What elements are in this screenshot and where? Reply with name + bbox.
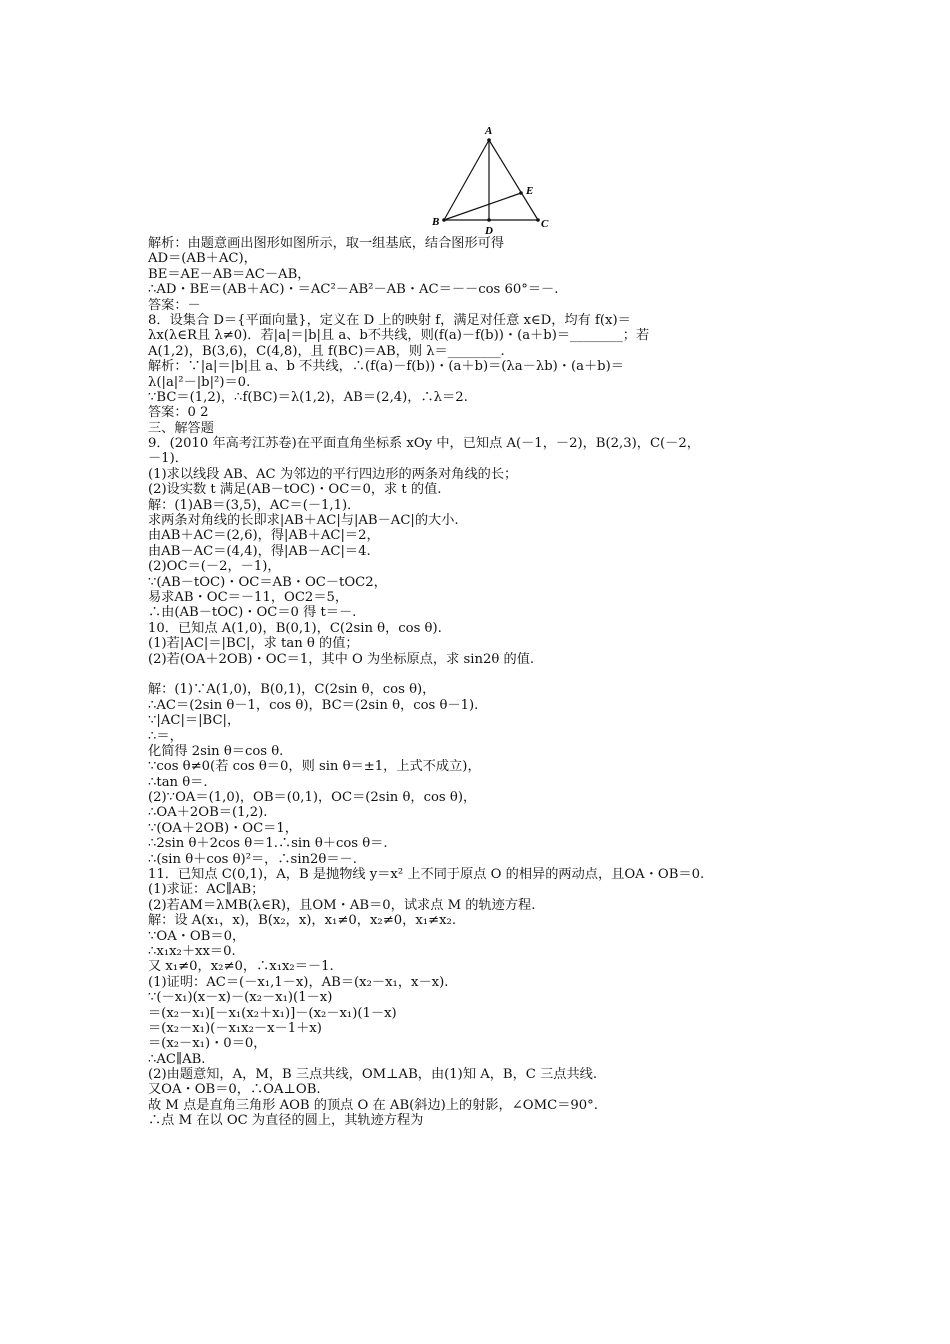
text-line: ∴AD・BE＝(AB＋AC)・＝AC²－AB²－AB・AC＝－－cos 60°＝－. bbox=[148, 282, 559, 298]
text-line: 解：(1)∵A(1,0)，B(0,1)，C(2sin θ，cos θ)， bbox=[148, 682, 436, 698]
label-b: B bbox=[432, 216, 440, 228]
text-line: 解析：∵|a|＝|b|且 a、b 不共线，∴(f(a)－f(b))・(a＋b)＝(λa－λb)・(a＋b)＝ bbox=[148, 359, 624, 375]
text-line: ∵BC＝(1,2)，∴f(BC)＝λ(1,2)，AB＝(2,4)，∴λ＝2. bbox=[148, 389, 468, 405]
text-line: (2)若(OA＋2OB)・OC＝1，其中 O 为坐标原点，求 sin2θ 的值. bbox=[148, 651, 535, 667]
text-line: ∴AC＝(2sin θ－1，cos θ)，BC＝(2sin θ，cos θ－1). bbox=[148, 697, 479, 713]
text-line: ∴x₁x₂＋xx＝0. bbox=[148, 943, 236, 959]
triangle-figure bbox=[424, 122, 560, 238]
text-line: ∴(sin θ＋cos θ)²＝，∴sin2θ＝－. bbox=[148, 851, 357, 867]
text-line: 三、解答题 bbox=[148, 420, 214, 436]
text-line: 10．已知点 A(1,0)，B(0,1)，C(2sin θ，cos θ). bbox=[148, 620, 442, 636]
text-line: ∴AC∥AB. bbox=[148, 1051, 206, 1067]
text-line: (2)∵OA＝(1,0)，OB＝(0,1)，OC＝(2sin θ，cos θ)， bbox=[148, 790, 477, 806]
text-line: ∵(AB－tOC)・OC＝AB・OC－tOC2， bbox=[148, 574, 387, 590]
text-line: ∵cos θ≠0(若 cos θ＝0，则 sin θ＝±1，上式不成立)， bbox=[148, 759, 481, 775]
text-line bbox=[148, 1129, 808, 1144]
text-line: 又 x₁≠0，x₂≠0，∴x₁x₂＝－1. bbox=[148, 959, 334, 975]
text-line: ∴OA＋2OB＝(1,2). bbox=[148, 805, 268, 821]
text-line: 故 M 点是直角三角形 AOB 的顶点 O 在 AB(斜边)上的射影，∠OMC＝90°. bbox=[148, 1097, 598, 1113]
label-e: E bbox=[526, 185, 534, 197]
text-line: ∴由(AB－tOC)・OC＝0 得 t＝－. bbox=[148, 605, 357, 621]
text-line: 答案：－ bbox=[148, 297, 201, 313]
text-line: 答案：0 2 bbox=[148, 405, 209, 421]
text-line: －1)． bbox=[148, 451, 188, 467]
solution-text bbox=[148, 236, 808, 1159]
text-line: ＝(x₂－x₁)(－x₁x₂－x－1＋x) bbox=[148, 1020, 322, 1036]
text-line: BE＝AE－AB＝AC－AB， bbox=[148, 266, 311, 282]
text-line: ∴点 M 在以 OC 为直径的圆上，其轨迹方程为 bbox=[148, 1113, 424, 1129]
text-line: ∵(－x₁)(x－x)－(x₂－x₁)(1－x) bbox=[148, 990, 333, 1006]
triangle-diagram bbox=[424, 122, 560, 238]
text-line: ∴tan θ＝. bbox=[148, 774, 208, 790]
text-line: 解析：由题意画出图形如图所示，取一组基底，结合图形可得 bbox=[148, 236, 505, 251]
text-line: 求两条对角线的长即求|AB＋AC|与|AB－AC|的大小. bbox=[148, 513, 459, 529]
text-line: 化简得 2sin θ＝cos θ. bbox=[148, 743, 284, 759]
text-line: (2)由题意知，A，M，B 三点共线，OM⊥AB，由(1)知 A，B，C 三点共线. bbox=[148, 1067, 598, 1083]
point-d bbox=[487, 218, 491, 222]
point-c bbox=[536, 218, 540, 222]
text-line: 解：设 A(x₁，x)，B(x₂，x)，x₁≠0，x₂≠0，x₁≠x₂. bbox=[148, 913, 457, 929]
text-line: λx(λ∈R且 λ≠0)．若|a|＝|b|且 a、b不共线，则(f(a)－f(b))・(a＋b)＝________；若 bbox=[148, 328, 650, 344]
text-line: ∵(OA＋2OB)・OC＝1， bbox=[148, 820, 298, 836]
segment-be bbox=[444, 193, 521, 220]
label-c: C bbox=[541, 218, 549, 230]
text-line: (1)求以线段 AB、AC 为邻边的平行四边形的两条对角线的长； bbox=[148, 466, 518, 482]
text-line: (1)证明：AC＝(－x₁,1－x)，AB＝(x₂－x₁，x－x). bbox=[148, 974, 449, 990]
text-line: 9．(2010 年高考江苏卷)在平面直角坐标系 xOy 中，已知点 A(－1，－2)，B(2,3)，C(－2， bbox=[148, 436, 700, 452]
text-line bbox=[148, 1144, 808, 1159]
label-a: A bbox=[485, 125, 493, 137]
text-line: ∵OA・OB＝0， bbox=[148, 928, 246, 944]
text-line: 11．已知点 C(0,1)，A，B 是抛物线 y＝x² 上不同于原点 O 的相异的两动点，且OA・OB＝0. bbox=[148, 867, 705, 883]
side-ac bbox=[489, 140, 538, 220]
point-a bbox=[487, 138, 491, 142]
text-line: (1)求证：AC∥AB； bbox=[148, 882, 265, 898]
text-line bbox=[148, 667, 808, 682]
text-line: A(1,2)，B(3,6)，C(4,8)，且 f(BC)＝AB，则 λ＝________. bbox=[148, 343, 505, 359]
text-line: (1)若|AC|＝|BC|，求 tan θ 的值； bbox=[148, 636, 359, 652]
text-line: 由AB＋AC＝(2,6)，得|AB＋AC|＝2， bbox=[148, 528, 380, 544]
point-e bbox=[519, 191, 523, 195]
text-line: 解：(1)AB＝(3,5)，AC＝(－1,1)． bbox=[148, 497, 361, 513]
text-line: ＝(x₂－x₁)・0＝0， bbox=[148, 1036, 267, 1052]
side-ab bbox=[444, 140, 489, 220]
text-line: AD＝(AB＋AC)， bbox=[148, 251, 257, 267]
text-line: (2)若AM＝λMB(λ∈R)，且OM・AB＝0，试求点 M 的轨迹方程. bbox=[148, 897, 536, 913]
text-line: 由AB－AC＝(4,4)，得|AB－AC|＝4. bbox=[148, 543, 371, 559]
text-line: 8．设集合 D＝{平面向量}，定义在 D 上的映射 f，满足对任意 x∈D，均有 f(x)＝ bbox=[148, 312, 631, 328]
text-line: ＝(x₂－x₁)[－x₁(x₂＋x₁)]－(x₂－x₁)(1－x) bbox=[148, 1005, 397, 1021]
label-d: D bbox=[485, 225, 493, 237]
text-line: ∴＝， bbox=[148, 728, 183, 744]
text-line: (2)OC＝(－2，－1)， bbox=[148, 559, 281, 575]
text-line: λ(|a|²－|b|²)＝0. bbox=[148, 374, 251, 390]
text-line: 又OA・OB＝0，∴OA⊥OB. bbox=[148, 1082, 321, 1098]
text-line: 易求AB・OC＝－11，OC2＝5， bbox=[148, 589, 349, 605]
point-b bbox=[442, 218, 446, 222]
text-line: ∴2sin θ＋2cos θ＝1.∴sin θ＋cos θ＝. bbox=[148, 836, 388, 852]
text-line: ∵|AC|＝|BC|， bbox=[148, 713, 241, 729]
text-line: (2)设实数 t 满足(AB－tOC)・OC＝0，求 t 的值. bbox=[148, 482, 442, 498]
